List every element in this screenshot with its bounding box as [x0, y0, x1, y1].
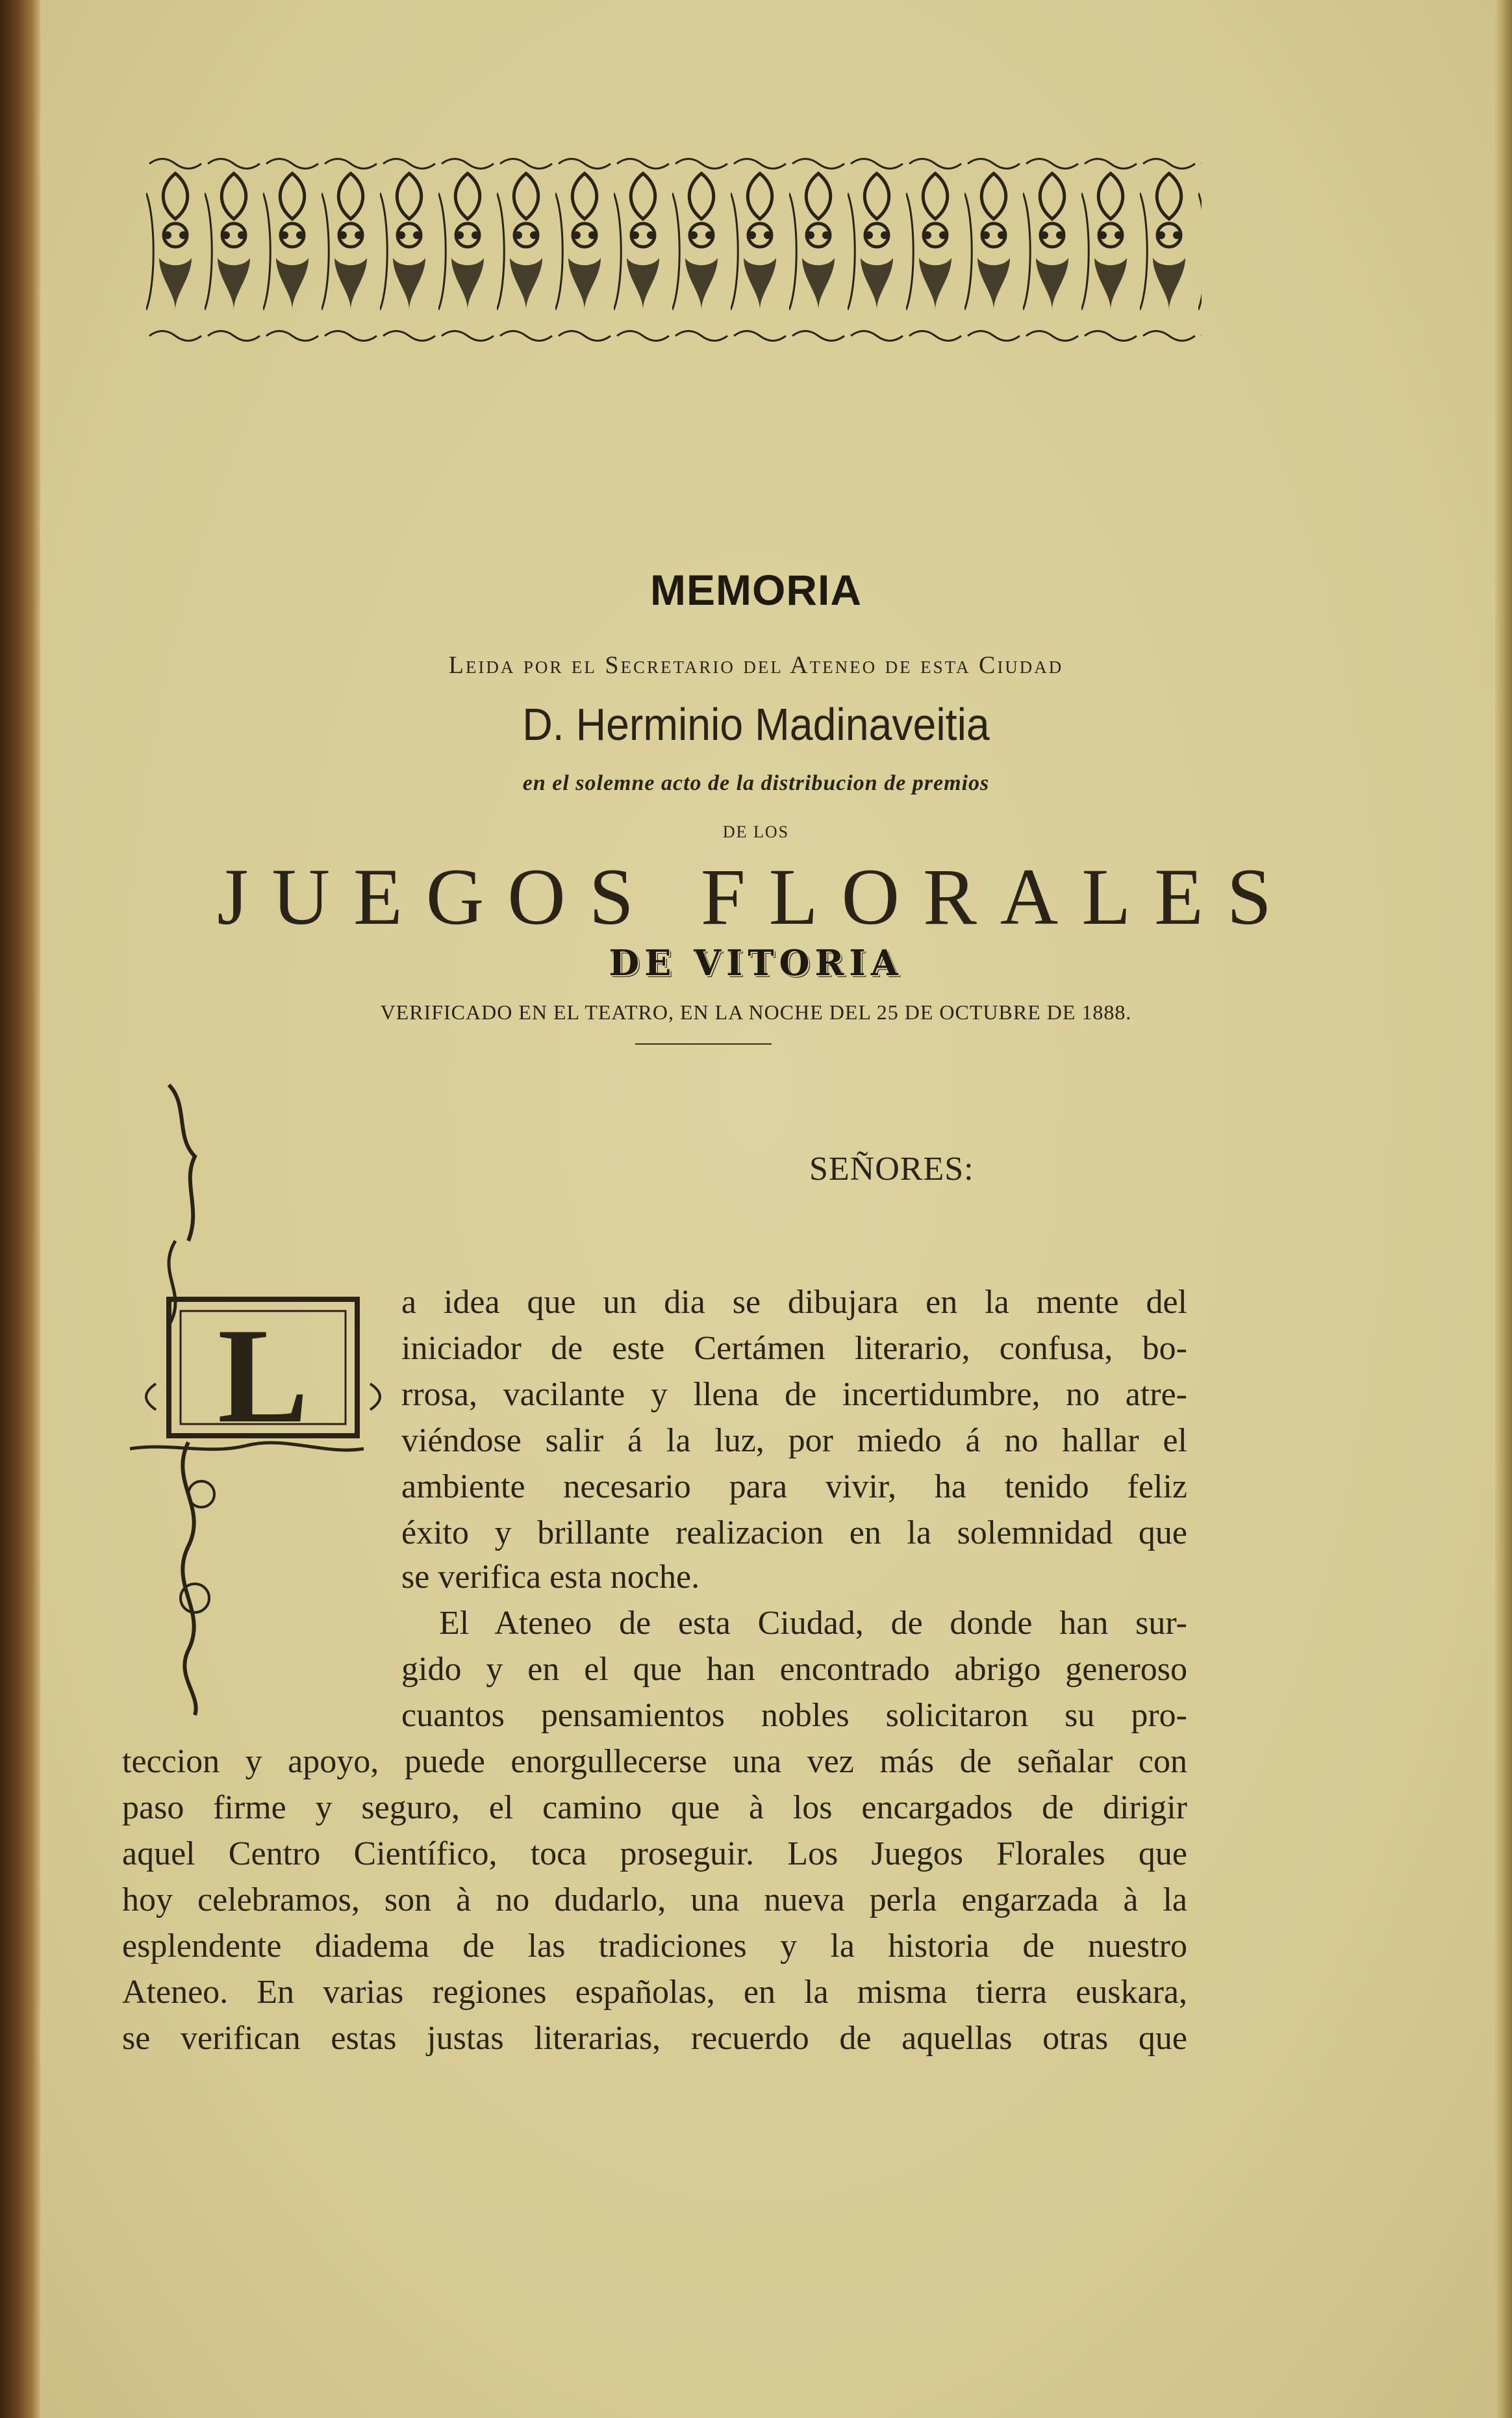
- body-line: iniciador de este Certámen literario, confusa, bo-: [401, 1330, 1187, 1367]
- body-line: hoy celebramos, son à no dudarlo, una nueva perla engarzada à la: [122, 1881, 1187, 1918]
- body-line: viéndose salir á la luz, por miedo á no hallar el: [401, 1422, 1187, 1459]
- event-title: JUEGOS FLORALES: [217, 852, 1295, 941]
- salutation: SEÑORES:: [809, 1151, 974, 1188]
- read-by-line: Leida por el Secretario del Ateneo de esta Ciudad: [448, 652, 1064, 679]
- city-title: DE VITORIA: [609, 942, 903, 984]
- body-line: se verifica esta noche.: [401, 1559, 700, 1596]
- document-title: MEMORIA: [650, 566, 862, 614]
- drop-cap-letter: L: [217, 1301, 309, 1451]
- ornamental-drop-cap: [130, 1078, 409, 1718]
- body-line: aquel Centro Científico, toca proseguir. Los Juegos Florales que: [122, 1835, 1187, 1872]
- body-line: esplendente diadema de las tradiciones y la historia de nuestro: [122, 1928, 1187, 1965]
- body-line: ambiente necesario para vivir, ha tenido feliz: [401, 1468, 1187, 1505]
- book-binding-edge: [0, 0, 40, 2418]
- body-line: rrosa, vacilante y llena de incertidumbre, no atre-: [401, 1376, 1187, 1413]
- body-line: El Ateneo de esta Ciudad, de donde han sur-: [439, 1605, 1187, 1642]
- body-line: Ateneo. En varias regiones españolas, en la misma tierra euskara,: [122, 1974, 1187, 2011]
- ornamental-header-band: [146, 154, 1202, 347]
- body-line: teccion y apoyo, puede enorgullecerse una vez más de señalar con: [122, 1743, 1187, 1780]
- body-line: a idea que un dia se dibujara en la mente del: [401, 1284, 1187, 1321]
- page-right-edge: [1495, 0, 1512, 2418]
- body-line: éxito y brillante realizacion en la solemnidad que: [401, 1514, 1187, 1551]
- body-line: cuantos pensamientos nobles solicitaron su pro-: [401, 1697, 1187, 1734]
- de-los-line: DE LOS: [722, 822, 790, 841]
- body-line: paso firme y seguro, el camino que à los encargados de dirigir: [122, 1789, 1187, 1826]
- body-line: se verifican estas justas literarias, recuerdo de aquellas otras que: [122, 2020, 1187, 2057]
- divider-rule: [635, 1043, 772, 1045]
- author-name: D. Herminio Madinaveitia: [522, 699, 990, 750]
- body-line: gido y en el que han encontrado abrigo generoso: [401, 1651, 1187, 1688]
- occasion-line: en el solemne acto de la distribucion de premios: [522, 771, 990, 795]
- verified-line: VERIFICADO EN EL TEATRO, EN LA NOCHE DEL 25 DE OCTUBRE DE 1888.: [380, 1000, 1132, 1024]
